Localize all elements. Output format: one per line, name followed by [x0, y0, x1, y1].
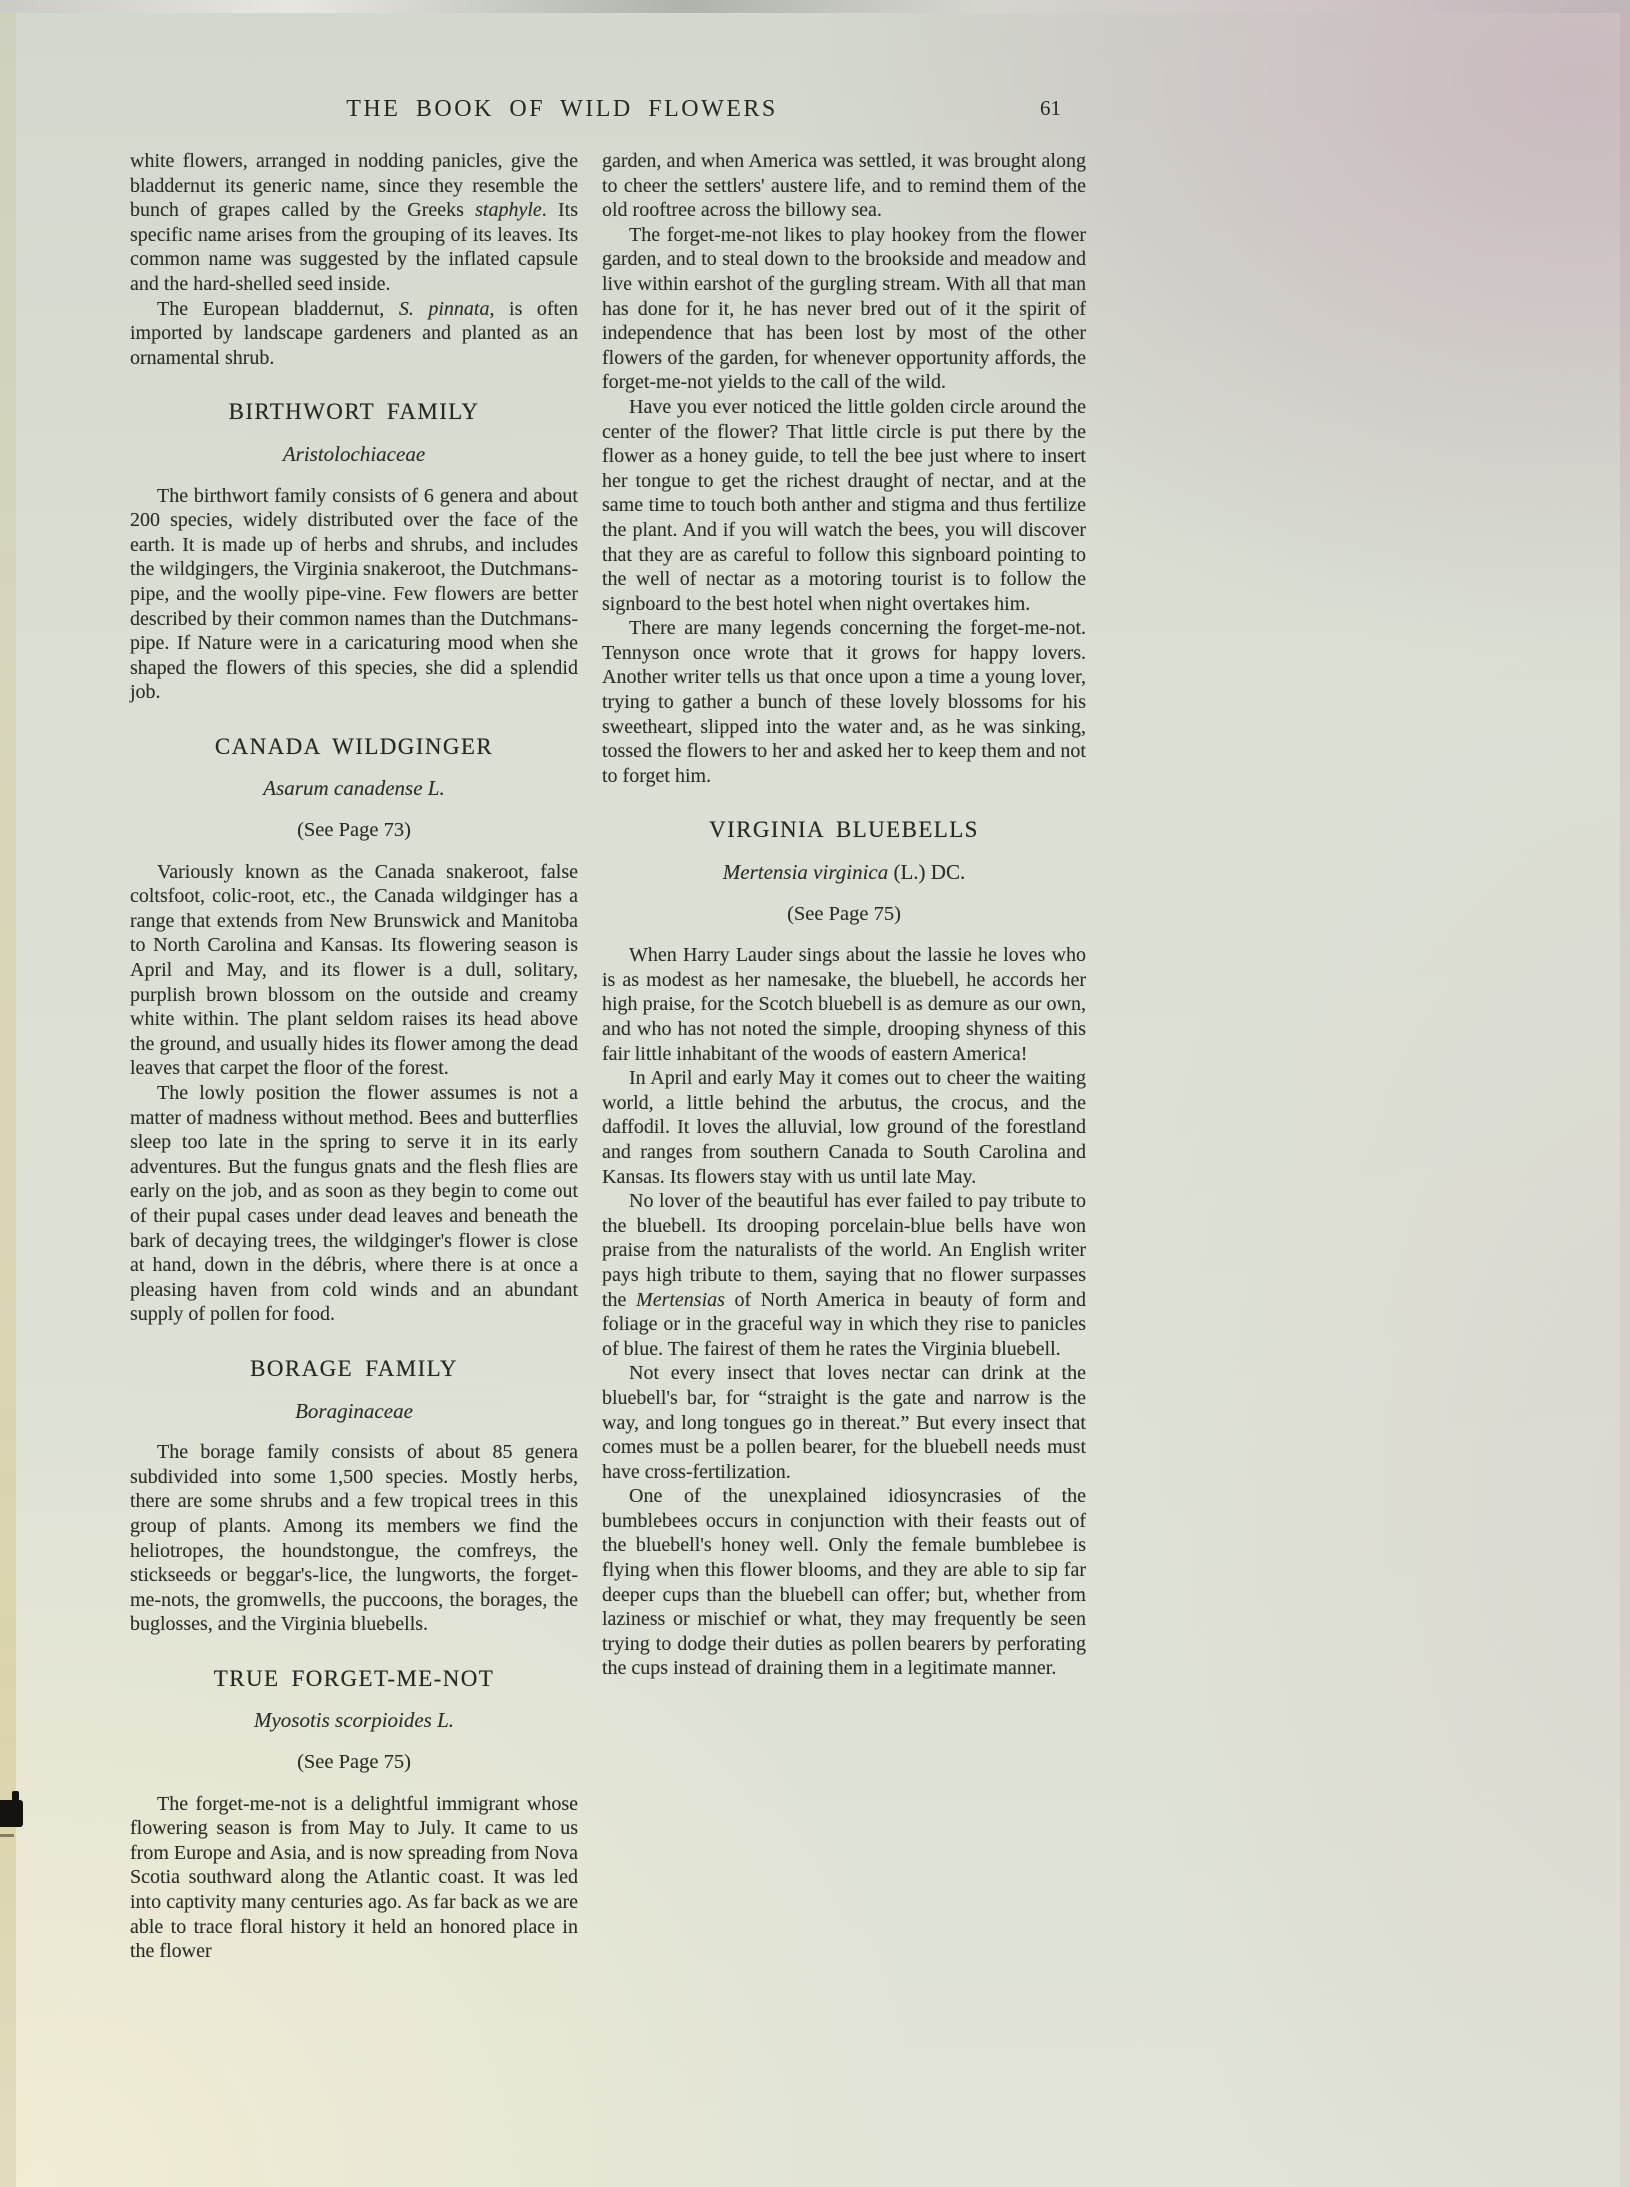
paragraph: In April and early May it comes out to cheer the waiting world, a little behind the arbutus, the crocus, and the daffodil. It loves the alluvial, low ground of the forestland and ranges from southern Canada to South Carolina and Kansas. Its flowers stay with us until late May. [602, 1067, 1086, 1188]
paragraph: white flowers, arranged in nodding panicles, give the bladdernut its generic name, since they resemble the bunch of grapes called by the Greeks staphyle. Its specific name arises from the grouping of its leaves. Its common name was suggested by the inflated capsule and the hard-shelled seed inside. [130, 150, 579, 295]
paragraph: garden, and when America was settled, it was brought along to cheer the settlers' austere life, and to remind them of the old rooftree across the billowy sea. [602, 150, 1086, 222]
paragraph: The birthwort family consists of 6 genera and about 200 species, widely distributed over the face of the earth. It is made up of herbs and shrubs, and includes the wildgingers, the Virginia snakeroot, the Dutchmans-pipe, and the woolly pipe-vine. Few flowers are better described by their common names than the Dutchmans-pipe. If Nature were in a caricaturing mood when she shaped the flowers of this species, she did a splendid job. [130, 484, 578, 704]
paragraph: One of the unexplained idiosyncrasies of the bumblebees occurs in conjunction with their feasts out of the bluebell's honey well. Only the female bumblebee is flying when this flower blooms, and they are able to sip far deeper cups than the bluebell can offer; but, whether from laziness or mischief or what, they may frequently be seen trying to dodge their duties as pollen bearers by perforating the cups instead of draining them in a legitimate manner. [602, 1485, 1086, 1680]
text-column-right [602, 149, 1086, 1964]
species-name: Mertensia virginica (L.) DC. [722, 860, 966, 885]
page-reference: (See Page 75) [297, 1751, 411, 1774]
species-name: Boraginaceae [295, 1398, 413, 1423]
section-heading: VIRGINIA BLUEBELLS [709, 817, 979, 843]
section-heading: TRUE FORGET-ME-NOT [213, 1665, 495, 1691]
ink-blot-marker [0, 1800, 23, 1827]
text-block [130, 149, 1086, 1964]
page-reference: (See Page 73) [297, 819, 411, 842]
page-reference: (See Page 75) [787, 902, 901, 925]
section-heading: BORAGE FAMILY [250, 1355, 458, 1381]
paragraph: There are many legends concerning the forget-me-not. Tennyson once wrote that it grows for happy lovers. Another writer tells us that once upon a time a young lover, trying to gather a bunch of these lovely blossoms for his sweetheart, slipped into the water and, as he was sinking, tossed the flowers to her and asked her to keep them and not to forget him. [602, 617, 1086, 787]
section-heading: BIRTHWORT FAMILY [228, 399, 480, 425]
section-heading: CANADA WILDGINGER [214, 733, 494, 759]
paragraph: The borage family consists of about 85 genera subdivided into some 1,500 species. Mostly herbs, there are some shrubs and a few tropical trees in this group of plants. Among its members we find the heliotropes, the houndstongue, the comfreys, the stickseeds or beggar's-lice, the lungworts, the forget-me-nots, the gromwells, the puccoons, the borages, the buglosses, and the Virginia bluebells. [130, 1441, 578, 1636]
paragraph: No lover of the beautiful has ever failed to pay tribute to the bluebell. Its drooping porcelain-blue bells have won praise from the naturalists of the world. An English writer pays high tribute to them, saying that no flower surpasses the Mertensias of North America in beauty of form and foliage or in the graceful way in which they rise to panicles of blue. The fairest of them he rates the Virginia bluebell. [602, 1190, 1086, 1360]
paragraph: Variously known as the Canada snakeroot, false coltsfoot, colic-root, etc., the Canada wildginger has a range that extends from New Brunswick and Manitoba to North Carolina and Kansas. Its flowering season is April and May, and its flower is a dull, solitary, purplish brown blossom on the outside and creamy white within. The plant seldom raises its head above the ground, and usually hides its flower among the dead leaves that carpet the floor of the forest. [130, 860, 578, 1080]
running-title: THE BOOK OF WILD FLOWERS [346, 96, 778, 122]
photo-edge-top [0, 0, 1630, 13]
paragraph: The forget-me-not is a delightful immigrant whose flowering season is from May to July. It came to us from Europe and Asia, and is now spreading from Nova Scotia southward along the Atlantic coast. It was led into captivity many centuries ago. As far back as we are able to trace floral history it held an honored place in the flower [130, 1792, 578, 1963]
page-edge-left [0, 13, 16, 2187]
species-name: Asarum canadense L. [263, 776, 445, 801]
species-name: Myosotis scorpioides L. [253, 1708, 455, 1733]
paragraph: Not every insect that loves nectar can drink at the bluebell's bar, for “straight is the gate and narrow is the way, and long tongues go in thereat.” But every insect that comes must be a pollen bearer, for the bluebell needs must have cross-fertilization. [602, 1362, 1086, 1483]
paragraph: The forget-me-not likes to play hookey from the flower garden, and to steal down to the brookside and meadow and live within earshot of the gurgling stream. With all that man has done for it, he has never bred out of it the spirit of independence that has been lost by most of the other flowers of the garden, for whenever opportunity affords, the forget-me-not yields to the call of the wild. [602, 223, 1086, 394]
paragraph: The lowly position the flower assumes is not a matter of madness without method. Bees and butterflies sleep too late in the spring to serve it in its early adventures. But the fungus gnats and the flesh flies are early on the job, and as soon as they begin to come out of their pupal cases under dead leaves and beneath the bark of decaying trees, the wildginger's flower is close at hand, down in the débris, where there is at once a pleasing haven from cold winds and an abundant supply of pollen for food. [130, 1082, 578, 1326]
paragraph: Have you ever noticed the little golden circle around the center of the flower? That little circle is put there by the flower as a honey guide, to tell the bee just where to insert her tongue to get the richest draught of nectar, and at the same time to touch both anther and stigma and thus fertilize the plant. And if you will watch the bees, you will discover that they are as careful to follow this signboard pointing to the well of nectar as a motoring tourist is to follow the signboard to the best hotel when night overtakes him. [602, 395, 1086, 615]
text-column-left [130, 149, 578, 1964]
paragraph: When Harry Lauder sings about the lassie he loves who is as modest as her namesake, the bluebell, he accords her high praise, for the Scotch bluebell is as demure as our own, and who has not noted the simple, drooping shyness of this fair little inhabitant of the woods of eastern America! [602, 944, 1086, 1065]
page-edge-right [1620, 13, 1630, 2187]
page-number: 61 [1040, 96, 1061, 120]
species-name: Aristolochiaceae [282, 441, 426, 466]
paragraph: The European bladdernut, S. pinnata, is often imported by landscape gardeners and planted as an ornamental shrub. [130, 297, 578, 369]
